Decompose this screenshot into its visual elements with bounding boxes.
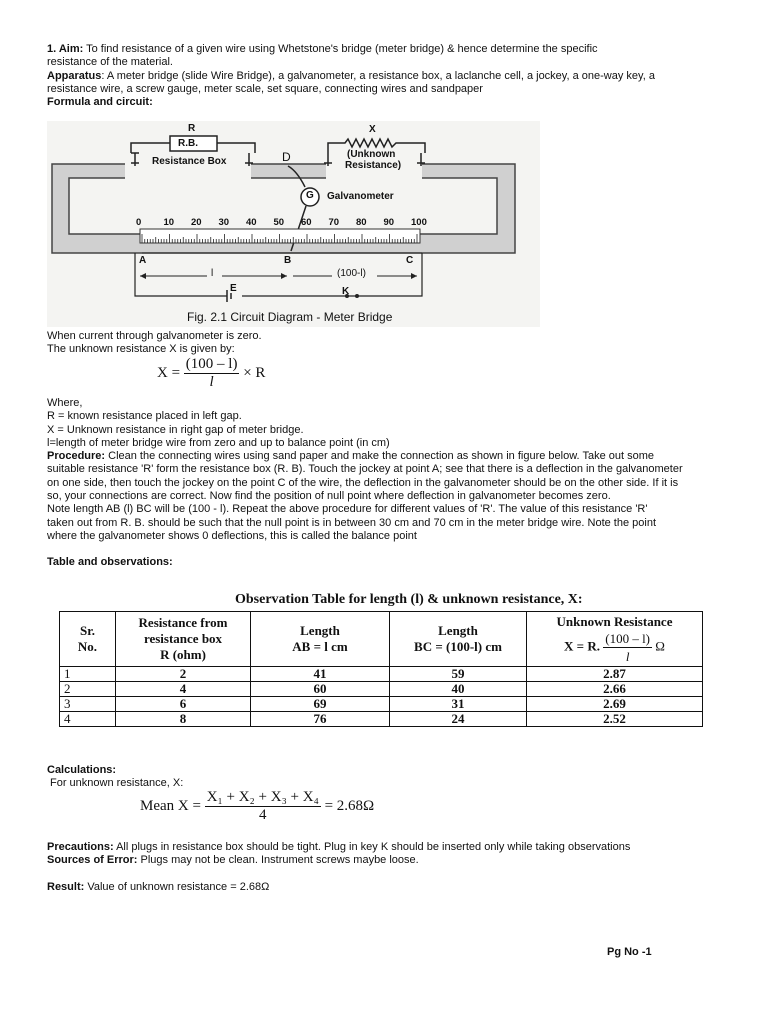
procedure-line-1: Clean the connecting wires using sand paper and make the connection as shown in figure below. Take out some — [105, 450, 654, 463]
header-x-fraction — [603, 630, 652, 665]
mean-lhs: Mean X = — [140, 797, 201, 814]
cell-x: 2.87 — [527, 667, 703, 682]
cell-r: 2 — [116, 667, 251, 682]
cell-ab: 76 — [251, 712, 390, 727]
when-current-block — [47, 330, 727, 357]
header-sr-1: Sr. — [79, 623, 96, 638]
table-row — [60, 697, 703, 712]
formula-heading: Formula and circuit: — [47, 96, 153, 109]
header-ab-1: Length — [300, 623, 340, 638]
scale-label: 80 — [356, 217, 367, 228]
label-e: E — [230, 283, 237, 294]
header-x-den: l — [625, 648, 630, 664]
label-l: l — [211, 268, 214, 279]
key-dot-2 — [355, 294, 359, 298]
label-unknown-1: (Unknown — [347, 149, 396, 160]
mean-denominator: 4 — [259, 807, 267, 823]
cell-sr: 2 — [60, 682, 116, 697]
l-arrow-head — [140, 273, 146, 279]
cell-bc: 59 — [390, 667, 527, 682]
cell-ab: 69 — [251, 697, 390, 712]
cell-ab: 60 — [251, 682, 390, 697]
scale-label: 60 — [301, 217, 312, 228]
cell-ab: 41 — [251, 667, 390, 682]
cell-x: 2.69 — [527, 697, 703, 712]
scale-label: 10 — [163, 217, 175, 228]
precautions-label: Precautions: — [47, 841, 114, 853]
header-x-lhs: X = R. — [564, 637, 600, 653]
table-header-row — [60, 612, 703, 667]
procedure-label: Procedure: — [47, 450, 106, 463]
header-ab — [251, 612, 390, 667]
scale-label: 70 — [328, 217, 340, 228]
label-d: D — [282, 150, 291, 164]
label-c: C — [406, 255, 414, 266]
circuit-diagram — [47, 121, 540, 327]
header-ab-2: AB = l cm — [292, 639, 348, 654]
aim-label: 1. Aim: — [47, 43, 84, 55]
calculations-label: Calculations: — [47, 764, 117, 776]
formula-fraction — [184, 356, 240, 391]
cell-sr: 3 — [60, 697, 116, 712]
procedure-line-3: on one side, then touch the jockey on the point C of the wire, the deflection in the galvanometer should be on the other side. If it is — [47, 476, 679, 489]
apparatus-text: : A meter bridge (slide Wire Bridge), a galvanometer, a resistance box, a laclanche cell, a jockey, a one-way key, a — [101, 69, 655, 82]
procedure-line-4: so, your connections are correct. Now find the position of null point where deflection in galvanometer becomes zero. — [47, 490, 611, 503]
battery-circuit — [135, 253, 422, 296]
hundred-l-arrow-head — [411, 273, 417, 279]
header-x-unit: Ω — [655, 637, 665, 653]
procedure-line-2: suitable resistance 'R' form the resistance box (R. B). Touch the jockey at point A; see that there is a deflection in the galvanometer — [47, 463, 683, 476]
calculations-text: For unknown resistance, X: — [50, 777, 184, 790]
aim-paragraph — [47, 43, 727, 109]
where-heading: Where, — [47, 397, 83, 409]
formula-denominator: l — [209, 374, 214, 390]
label-x: X — [369, 124, 376, 135]
aim-text: To find resistance of a given wire using Whetstone's bridge (meter bridge) & hence determine the specific — [83, 43, 598, 55]
scale-label: 100 — [411, 217, 427, 228]
sources-label: Sources of Error: — [47, 854, 138, 867]
cell-r: 8 — [116, 712, 251, 727]
precautions-block — [47, 841, 727, 868]
mean-fraction — [205, 789, 321, 824]
header-res-1: Resistance from — [138, 615, 228, 630]
table-row — [60, 667, 703, 682]
table-row — [60, 712, 703, 727]
cell-bc: 24 — [390, 712, 527, 727]
circuit-diagram-svg — [47, 121, 540, 327]
table-title: Observation Table for length (l) & unknown resistance, X: — [235, 592, 583, 607]
result-label: Result: — [47, 881, 85, 893]
procedure-line-7: where the galvanometer shows 0 deflections, this is called the balance point — [47, 529, 417, 542]
when-current-text: When current through galvanometer is zero. — [47, 330, 262, 342]
header-res-3: R (ohm) — [160, 647, 206, 662]
label-hundred-l: (100-l) — [337, 268, 366, 279]
meter-scale — [140, 229, 420, 243]
formula-lhs: X = — [157, 364, 181, 381]
page-number: Pg No -1 — [607, 946, 652, 958]
cell-x: 2.66 — [527, 682, 703, 697]
unknown-given-text: The unknown resistance X is given by: — [47, 343, 235, 356]
scale-label: 0 — [136, 217, 142, 228]
label-b: B — [284, 255, 292, 266]
apparatus-label: Apparatus — [47, 69, 102, 82]
procedure-line-6: taken out from R. B. should be such that the null point is in between 30 cm and 70 cm in the meter bridge wire. Note the point — [47, 516, 657, 529]
label-k: K — [342, 286, 350, 297]
header-sr-2: No. — [77, 639, 98, 654]
cell-bc: 31 — [390, 697, 527, 712]
header-x-num: (100 – l) — [605, 630, 651, 646]
header-res-2: resistance box — [143, 631, 223, 646]
label-r: R — [188, 123, 196, 134]
cell-sr: 4 — [60, 712, 116, 727]
where-line-2: X = Unknown resistance in right gap of meter bridge. — [47, 423, 304, 436]
result-text: Value of unknown resistance = 2.68Ω — [84, 881, 270, 893]
result-block — [47, 881, 727, 894]
header-bc — [390, 612, 527, 667]
scale-label: 20 — [191, 217, 202, 228]
table-row — [60, 682, 703, 697]
header-sr — [60, 612, 116, 667]
formula-rhs: × R — [243, 364, 266, 381]
header-bc-1: Length — [438, 623, 478, 638]
label-rb: R.B. — [178, 138, 198, 149]
cell-r: 6 — [116, 697, 251, 712]
cell-x: 2.52 — [527, 712, 703, 727]
cell-sr: 1 — [60, 667, 116, 682]
cell-r: 4 — [116, 682, 251, 697]
where-line-1: R = known resistance placed in left gap. — [47, 410, 242, 423]
cell-bc: 40 — [390, 682, 527, 697]
label-galvanometer: Galvanometer — [327, 191, 394, 202]
scale-label: 40 — [246, 217, 257, 228]
observation-table — [59, 611, 703, 727]
apparatus-text-2: resistance wire, a screw gauge, meter scale, set square, connecting wires and sandpaper — [47, 82, 483, 95]
figure-caption: Fig. 2.1 Circuit Diagram - Meter Bridge — [187, 310, 393, 324]
header-x-1: Unknown Resistance — [556, 613, 673, 629]
header-x-formula — [527, 630, 702, 665]
calculations-block — [47, 764, 727, 791]
procedure-line-5: Note length AB (l) BC will be (100 - l). Repeat the above procedure for different values of 'R'. The value of this resistance 'R' — [47, 503, 648, 516]
aim-text-2: resistance of the material. — [47, 56, 173, 69]
sources-text: Plugs may not be clean. Instrument screws maybe loose. — [137, 854, 419, 867]
mean-formula — [140, 789, 374, 824]
main-formula — [157, 356, 265, 391]
where-block — [47, 397, 727, 543]
header-bc-2: BC = (100-l) cm — [414, 639, 502, 654]
table-heading: Table and observations: — [47, 556, 173, 568]
precautions-text: All plugs in resistance box should be tight. Plug in key K should be inserted only while taking observations — [113, 841, 631, 853]
scale-label: 50 — [273, 217, 285, 228]
scale-label: 90 — [383, 217, 395, 228]
mean-numerator: X₁ + X₂ + X₃ + X₄ — [206, 789, 319, 805]
l-arrow-head-2 — [281, 273, 287, 279]
label-a: A — [139, 255, 147, 266]
scale-label: 30 — [218, 217, 230, 228]
label-unknown-2: Resistance) — [345, 160, 402, 171]
header-resistance — [116, 612, 251, 667]
header-x — [527, 612, 703, 667]
mean-rhs: = 2.68Ω — [324, 797, 375, 814]
where-line-3: l=length of meter bridge wire from zero and up to balance point (in cm) — [47, 436, 390, 449]
label-resistance-box: Resistance Box — [152, 156, 227, 167]
galvanometer-g: G — [306, 190, 314, 201]
formula-numerator: (100 – l) — [185, 356, 238, 372]
